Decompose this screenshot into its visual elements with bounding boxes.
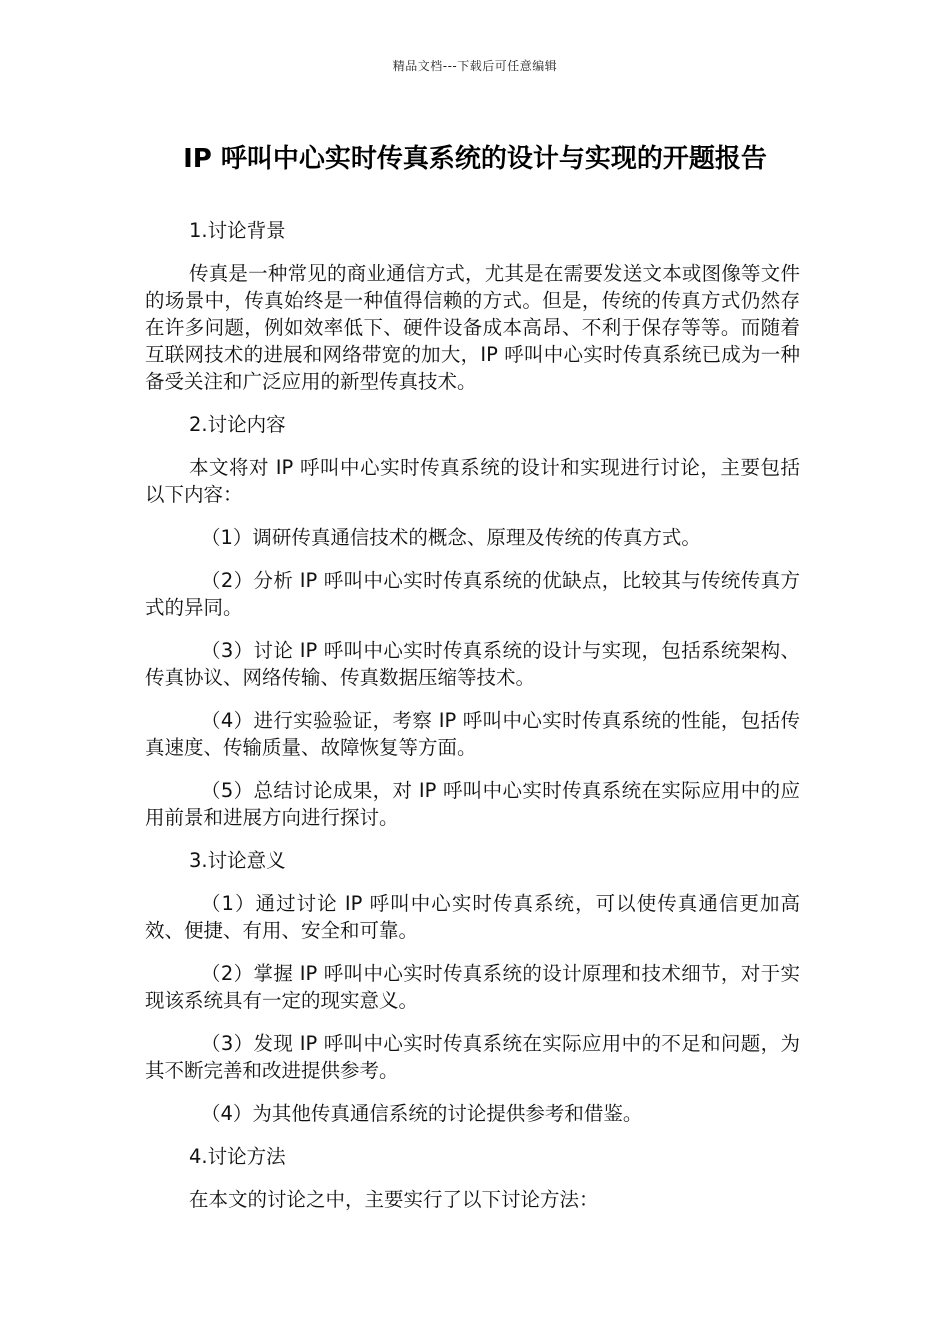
document-title: IP 呼叫中心实时传真系统的设计与实现的开题报告 bbox=[183, 144, 767, 174]
section-heading-content: 2.讨论内容 bbox=[189, 413, 286, 436]
list-item: （5）总结讨论成果，对 IP 呼叫中心实时传真系统在实际应用中的应用前景和进展方向进行探讨。 bbox=[145, 779, 800, 829]
section-heading-significance: 3.讨论意义 bbox=[189, 849, 286, 872]
list-item: （2）掌握 IP 呼叫中心实时传真系统的设计原理和技术细节，对于实现该系统具有一定的现实意义。 bbox=[145, 962, 800, 1012]
list-item: （2）分析 IP 呼叫中心实时传真系统的优缺点，比较其与传统传真方式的异同。 bbox=[145, 569, 800, 619]
list-item: （3）讨论 IP 呼叫中心实时传真系统的设计与实现，包括系统架构、传真协议、网络传输、传真数据压缩等技术。 bbox=[145, 639, 800, 689]
body-paragraph: 传真是一种常见的商业通信方式，尤其是在需要发送文本或图像等文件的场景中，传真始终是一种值得信赖的方式。但是，传统的传真方式仍然存在许多问题，例如效率低下、硬件设备成本高昂、不利于保存等等。而随着互联网技术的进展和网络带宽的加大，IP 呼叫中心实时传真系统已成为一种备受关注和广泛应用的新型传真技术。 bbox=[145, 262, 800, 393]
body-paragraph: 本文将对 IP 呼叫中心实时传真系统的设计和实现进行讨论，主要包括以下内容： bbox=[145, 456, 800, 506]
body-paragraph: 在本文的讨论之中，主要实行了以下讨论方法： bbox=[189, 1188, 599, 1211]
section-heading-methods: 4.讨论方法 bbox=[189, 1145, 286, 1168]
list-item: （4）为其他传真通信系统的讨论提供参考和借鉴。 bbox=[201, 1102, 643, 1125]
document-body bbox=[145, 217, 800, 1229]
list-item: （1）调研传真通信技术的概念、原理及传统的传真方式。 bbox=[201, 526, 701, 549]
list-item: （3）发现 IP 呼叫中心实时传真系统在实际应用中的不足和问题，为其不断完善和改进提供参考。 bbox=[145, 1032, 800, 1082]
list-item: （4）进行实验验证，考察 IP 呼叫中心实时传真系统的性能，包括传真速度、传输质量、故障恢复等方面。 bbox=[145, 709, 800, 759]
section-heading-background: 1.讨论背景 bbox=[189, 219, 286, 242]
list-item: （1）通过讨论 IP 呼叫中心实时传真系统，可以使传真通信更加高效、便捷、有用、安全和可靠。 bbox=[145, 892, 800, 942]
page-header-watermark: 精品文档---下载后可任意编辑 bbox=[392, 59, 558, 73]
